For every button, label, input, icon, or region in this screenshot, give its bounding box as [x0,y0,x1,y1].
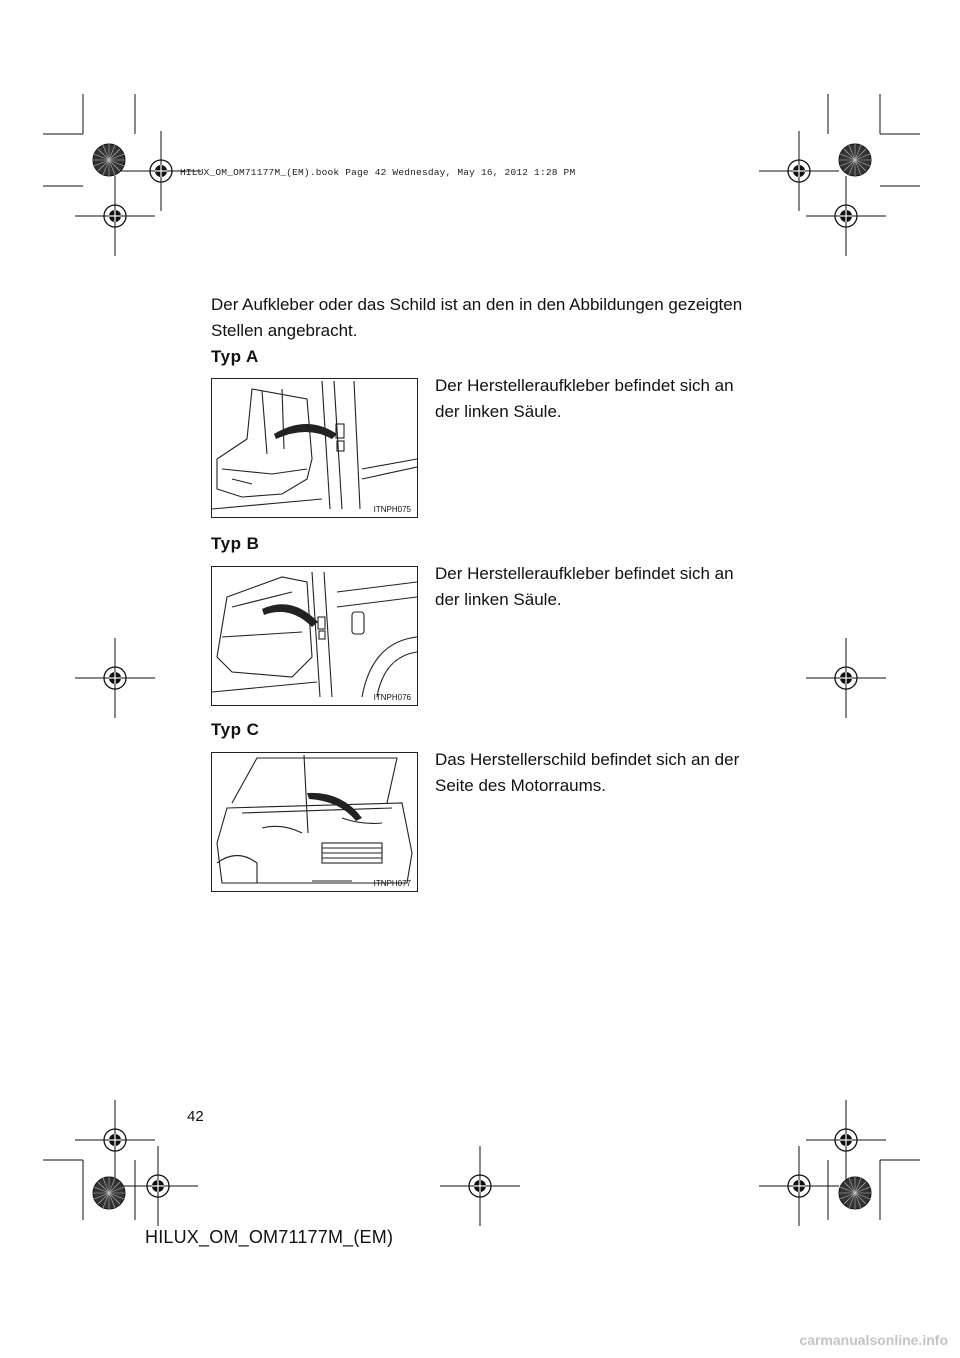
engine-bay-illustration [212,753,417,891]
section-text-typ-c: Das Herstellerschild befindet sich an der Seite des Motorraums. [435,750,740,795]
figure-typ-c [211,752,418,892]
figure-code: ITNPH077 [373,879,411,888]
registration-burst-top-right [839,144,871,176]
registration-burst-bottom-left [93,1177,125,1209]
book-header-info: HILUX_OM_OM71177M_(EM).book Page 42 Wednesday, May 16, 2012 1:28 PM [180,167,576,178]
seat-pillar-illustration-b [212,567,417,705]
figure-typ-b [211,566,418,706]
section-text-typ-a: Der Herstelleraufkleber befindet sich an der linken Säule. [435,376,734,421]
registration-burst-bottom-right [839,1177,871,1209]
registration-burst-top-left [93,144,125,176]
arrow-indicator [262,604,318,627]
intro-paragraph: Der Aufkleber oder das Schild ist an den in den Abbildungen gezeigten Stellen angebracht. [211,295,743,340]
page-number: 42 [187,1108,204,1125]
section-label-typ-c: Typ C [211,720,260,739]
figure-typ-a [211,378,418,518]
section-label-typ-b: Typ B [211,534,260,553]
watermark: carmanualsonline.info [799,1332,948,1348]
footer-document-code: HILUX_OM_OM71177M_(EM) [145,1227,394,1247]
arrow-indicator [307,793,362,821]
section-text-typ-b: Der Herstelleraufkleber befindet sich an der linken Säule. [435,564,734,609]
figure-code: ITNPH075 [373,505,411,514]
figure-code: ITNPH076 [373,693,411,702]
section-label-typ-a: Typ A [211,347,259,366]
seat-pillar-illustration-a [212,379,417,517]
